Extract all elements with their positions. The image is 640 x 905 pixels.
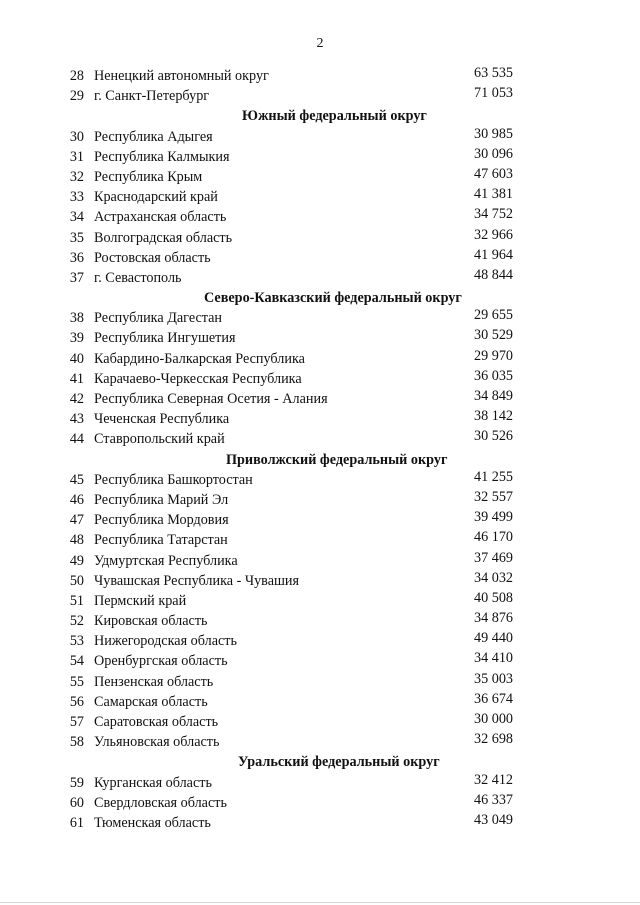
- region-value: 38 142: [474, 408, 514, 425]
- table-row: [0, 127, 640, 147]
- region-name: Пермский край: [94, 592, 187, 609]
- region-name: Карачаево-Черкесская Республика: [94, 370, 302, 387]
- region-name: Чеченская Республика: [94, 411, 230, 428]
- table-row: [0, 167, 640, 187]
- region-name: Волгоградская область: [94, 229, 233, 246]
- table-row: [0, 470, 640, 490]
- region-value: 34 752: [474, 206, 514, 223]
- region-name: Республика Адыгея: [94, 128, 213, 145]
- row-number: 60: [69, 794, 84, 811]
- region-name: Астраханская область: [94, 209, 227, 226]
- table-row: [0, 248, 640, 268]
- table-row: [0, 328, 640, 348]
- table-row: [0, 793, 640, 813]
- region-value: 30 529: [474, 327, 514, 344]
- region-value: 36 035: [474, 367, 514, 384]
- district-heading: [0, 288, 640, 308]
- region-value: 30 000: [474, 711, 514, 727]
- row-number: 29: [69, 88, 84, 105]
- row-number: 55: [69, 673, 84, 690]
- region-name: Республика Калмыкия: [94, 148, 230, 165]
- row-number: 49: [69, 552, 84, 569]
- region-value: 30 526: [474, 428, 514, 445]
- row-number: 37: [69, 269, 84, 286]
- row-number: 41: [69, 370, 84, 387]
- region-name: Оренбургская область: [94, 653, 228, 670]
- region-name: Республика Татарстан: [94, 532, 228, 549]
- region-value: 34 849: [474, 388, 514, 404]
- region-value: 41 964: [474, 246, 514, 263]
- region-name: Республика Мордовия: [94, 512, 229, 529]
- row-number: 39: [69, 330, 84, 347]
- row-number: 30: [69, 128, 84, 145]
- row-number: 50: [69, 572, 84, 589]
- district-heading: [0, 106, 640, 126]
- table-row: [0, 591, 640, 611]
- region-value: 29 970: [474, 347, 514, 364]
- table-row: [0, 510, 640, 530]
- table-row: [0, 692, 640, 712]
- row-number: 47: [69, 512, 84, 529]
- row-number: 34: [69, 209, 84, 226]
- row-number: 57: [69, 714, 84, 730]
- table-row: [0, 732, 640, 752]
- row-number: 53: [69, 633, 84, 650]
- table-row: [0, 86, 640, 106]
- table-row: [0, 530, 640, 550]
- region-value: 63 535: [474, 65, 514, 81]
- district-heading-text: Южный федеральный округ: [242, 108, 427, 125]
- table-row: [0, 672, 640, 692]
- row-number: 58: [69, 734, 84, 751]
- region-value: 71 053: [474, 85, 514, 102]
- row-number: 38: [69, 310, 84, 327]
- table-row: [0, 813, 640, 833]
- table-row: [0, 631, 640, 651]
- region-value: 47 603: [474, 165, 514, 182]
- district-heading-text: Северо-Кавказский федеральный округ: [204, 290, 462, 307]
- table-row: [0, 571, 640, 591]
- region-value: 29 655: [474, 307, 514, 324]
- region-name: Удмуртская Республика: [94, 552, 238, 569]
- region-name: Ростовская область: [94, 249, 211, 266]
- region-name: Республика Башкортостан: [94, 471, 253, 488]
- region-value: 46 170: [474, 529, 514, 546]
- table-row: [0, 551, 640, 571]
- row-number: 44: [69, 431, 84, 448]
- row-number: 33: [69, 189, 84, 206]
- region-value: 49 440: [474, 630, 514, 647]
- region-value: 36 674: [474, 690, 514, 707]
- region-value: 30 985: [474, 125, 514, 142]
- table-row: [0, 651, 640, 671]
- region-value: 43 049: [474, 811, 514, 828]
- region-value: 46 337: [474, 791, 514, 808]
- region-value: 30 096: [474, 145, 514, 162]
- region-value: 32 698: [474, 731, 514, 748]
- region-value: 37 469: [474, 549, 514, 566]
- district-heading-text: Приволжский федеральный округ: [226, 451, 448, 468]
- region-name: Свердловская область: [94, 794, 227, 811]
- row-number: 31: [69, 148, 84, 165]
- region-table: [0, 66, 640, 833]
- region-name: Курганская область: [94, 774, 212, 791]
- region-name: Самарская область: [94, 693, 208, 710]
- row-number: 52: [69, 613, 84, 630]
- table-row: [0, 712, 640, 732]
- region-value: 35 003: [474, 670, 514, 687]
- row-number: 43: [69, 411, 84, 428]
- row-number: 42: [69, 391, 84, 407]
- region-value: 34 876: [474, 610, 514, 627]
- table-row: [0, 409, 640, 429]
- row-number: 54: [69, 653, 84, 670]
- region-name: г. Севастополь: [94, 269, 182, 286]
- district-heading: [0, 450, 640, 470]
- region-value: 39 499: [474, 509, 514, 526]
- region-name: Республика Крым: [94, 168, 203, 185]
- region-value: 40 508: [474, 589, 514, 606]
- table-row: [0, 389, 640, 409]
- table-row: [0, 66, 640, 86]
- region-name: Чувашская Республика - Чувашия: [94, 572, 300, 589]
- region-name: Республика Ингушетия: [94, 330, 236, 347]
- table-row: [0, 369, 640, 389]
- row-number: 35: [69, 229, 84, 246]
- region-name: Ульяновская область: [94, 734, 220, 751]
- region-name: Краснодарский край: [94, 189, 218, 206]
- table-row: [0, 490, 640, 510]
- district-heading: [0, 752, 640, 772]
- row-number: 48: [69, 532, 84, 549]
- row-number: 61: [69, 814, 84, 831]
- table-row: [0, 429, 640, 449]
- region-name: Ненецкий автономный округ: [94, 68, 269, 84]
- row-number: 45: [69, 471, 84, 488]
- region-value: 32 557: [474, 488, 514, 505]
- row-number: 36: [69, 249, 84, 266]
- region-value: 32 966: [474, 226, 514, 243]
- row-number: 51: [69, 592, 84, 609]
- region-name: Ставропольский край: [94, 431, 225, 448]
- region-value: 41 381: [474, 186, 514, 203]
- region-name: Кировская область: [94, 613, 208, 630]
- page-number: 2: [316, 36, 324, 51]
- row-number: 32: [69, 168, 84, 185]
- region-name: Пензенская область: [94, 673, 214, 690]
- region-name: Саратовская область: [94, 714, 219, 730]
- table-row: [0, 308, 640, 328]
- table-row: [0, 147, 640, 167]
- region-value: 34 410: [474, 650, 514, 667]
- district-heading-text: Уральский федеральный округ: [238, 754, 440, 771]
- region-name: Республика Северная Осетия - Алания: [94, 391, 328, 407]
- row-number: 40: [69, 350, 84, 367]
- row-number: 59: [69, 774, 84, 791]
- table-row: [0, 349, 640, 369]
- table-row: [0, 187, 640, 207]
- region-value: 34 032: [474, 569, 514, 586]
- region-value: 32 412: [474, 771, 514, 788]
- region-name: Республика Марий Эл: [94, 491, 229, 508]
- region-name: Кабардино-Балкарская Республика: [94, 350, 305, 367]
- region-name: г. Санкт-Петербург: [94, 88, 210, 105]
- table-row: [0, 207, 640, 227]
- table-row: [0, 228, 640, 248]
- row-number: 28: [69, 68, 84, 84]
- page-bottom-edge: [0, 902, 640, 903]
- region-value: 48 844: [474, 266, 514, 283]
- table-row: [0, 268, 640, 288]
- table-row: [0, 611, 640, 631]
- region-name: Нижегородская область: [94, 633, 237, 650]
- table-row: [0, 773, 640, 793]
- row-number: 56: [69, 693, 84, 710]
- region-value: 41 255: [474, 468, 514, 485]
- region-name: Республика Дагестан: [94, 310, 223, 327]
- region-name: Тюменская область: [94, 814, 211, 831]
- row-number: 46: [69, 491, 84, 508]
